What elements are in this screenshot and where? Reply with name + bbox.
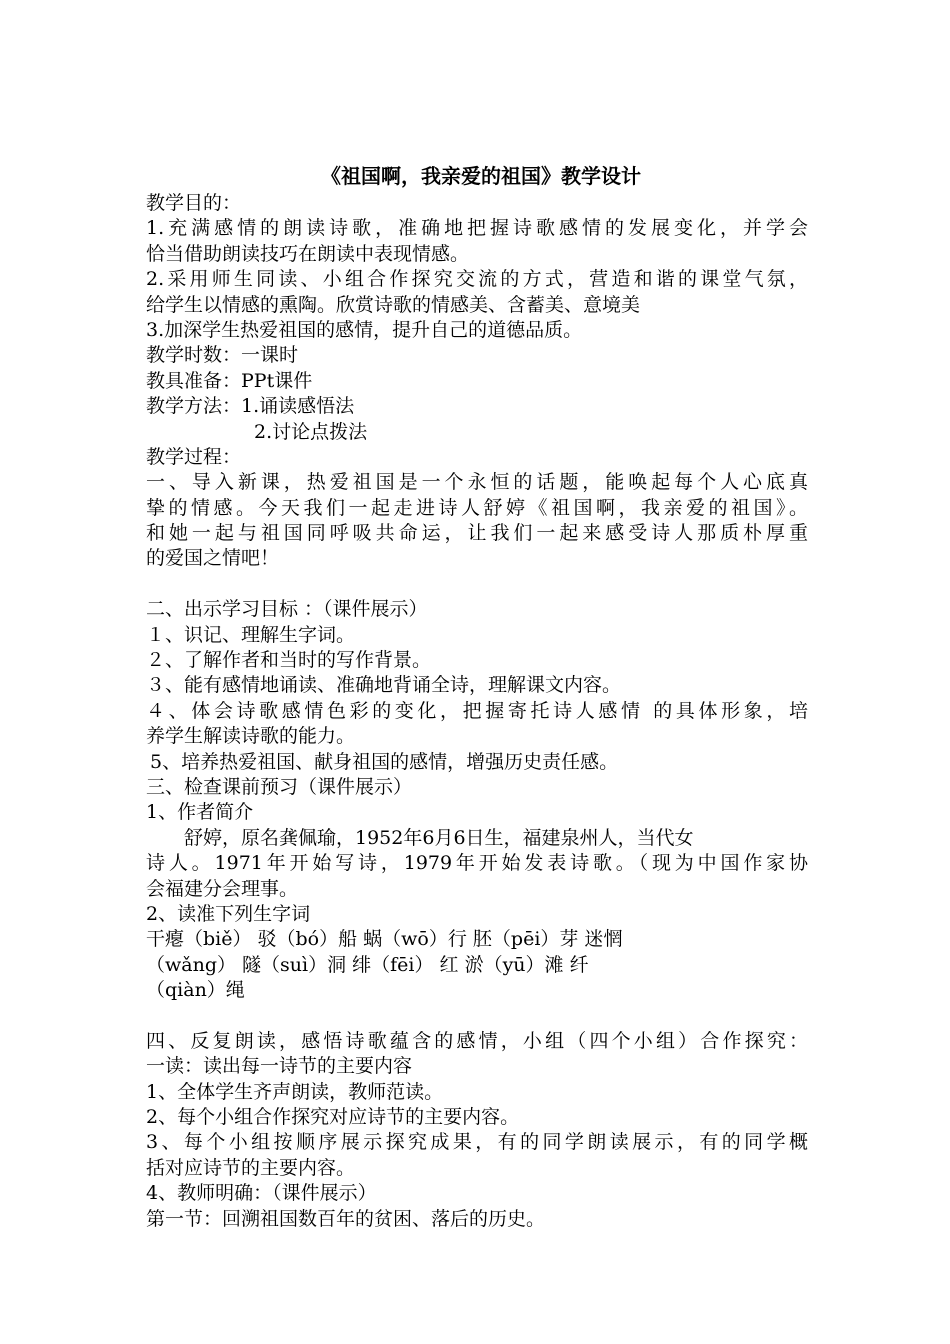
text-line: 养学生解读诗歌的能力。 (146, 725, 356, 748)
text-line: ２、了解作者和当时的写作背景。 (146, 649, 432, 672)
text-line: 诗人。1971年开始写诗，1979年开始发表诗歌。（现为中国作家协 (146, 852, 808, 875)
text-line: 括对应诗节的主要内容。 (146, 1156, 356, 1179)
text-line: 5、培养热爱祖国、献身祖国的感情，增强历史责任感。 (150, 750, 619, 773)
blank-line (146, 572, 808, 597)
text-line: 会福建分会理事。 (146, 877, 299, 900)
text-line: １、识记、理解生字词。 (146, 623, 356, 646)
text-line: 恰当借助朗读技巧在朗读中表现情感。 (146, 242, 470, 265)
text-line: 1、全体学生齐声朗读，教师范读。 (146, 1080, 444, 1103)
text-line: 和她一起与祖国同呼吸共命运，让我们一起来感受诗人那质朴厚重 (146, 522, 808, 545)
text-line: 1、作者简介 (146, 801, 254, 824)
text-line: 挚的情感。今天我们一起走进诗人舒婷《祖国啊，我亲爱的祖国》。 (146, 496, 808, 519)
text-line: 教学过程： (146, 445, 242, 468)
text-line: 2.讨论点拨法 (254, 420, 368, 443)
text-line: 3、每个小组按顺序展示探究成果，有的同学朗读展示，有的同学概 (146, 1131, 808, 1154)
text-line: 给学生以情感的熏陶。欣赏诗歌的情感美、含蓄美、意境美 (146, 293, 641, 316)
text-line: 2、每个小组合作探究对应诗节的主要内容。 (146, 1106, 520, 1129)
text-line: 一读：读出每一诗节的主要内容 (146, 1055, 413, 1078)
text-line: 干瘪（biě） 驳（bó）船 蜗（wō）行 胚（pēi）芽 迷惘 (146, 928, 623, 951)
text-line: 第一节：回溯祖国数百年的贫困、落后的历史。 (146, 1207, 546, 1230)
text-line: 舒婷，原名龚佩瑜，1952年6月6日生，福建泉州人，当代女 (184, 826, 694, 849)
text-line: 教具准备：PPt课件 (146, 369, 313, 392)
text-line: （wǎng） 隧（suì）洞 绯（fēi） 红 淤（yū）滩 纤 (146, 953, 589, 976)
text-line: 3.加深学生热爱祖国的感情，提升自己的道德品质。 (146, 318, 583, 341)
text-line: ４、体会诗歌感情色彩的变化，把握寄托诗人感情 的具体形象，培 (146, 699, 808, 722)
text-line: 一、导入新课，热爱祖国是一个永恒的话题，能唤起每个人心底真 (146, 471, 808, 494)
text-line: 教学方法：1.诵读感悟法 (146, 395, 355, 418)
text-line: 教学目的： (146, 192, 242, 214)
text-line: 四、反复朗读，感悟诗歌蕴含的感情，小组（四个小组）合作探究： (146, 1029, 808, 1052)
text-line: 的爱国之情吧！ (146, 547, 280, 570)
text-line: 2、读准下列生字词 (146, 902, 311, 925)
blank-line (146, 1004, 808, 1029)
text-line: 三、检查课前预习（课件展示） (146, 775, 413, 798)
text-line: （qiàn）绳 (146, 979, 245, 1002)
text-line: 教学时数：一课时 (146, 344, 299, 367)
text-line: 2.采用师生同读、小组合作探究交流的方式，营造和谐的课堂气氛， (146, 268, 808, 291)
text-line: 二、出示学习目标 ：（课件展示） (146, 598, 428, 621)
text-line: ３、能有感情地诵读、准确地背诵全诗，理解课文内容。 (146, 674, 622, 697)
text-line: 4、教师明确：（课件展示） (146, 1182, 377, 1205)
document-page (146, 161, 808, 1232)
text-line: 1.充满感情的朗读诗歌，准确地把握诗歌感情的发展变化，并学会 (146, 217, 808, 240)
document-title: 《祖国啊，我亲爱的祖国》教学设计 (321, 164, 641, 188)
